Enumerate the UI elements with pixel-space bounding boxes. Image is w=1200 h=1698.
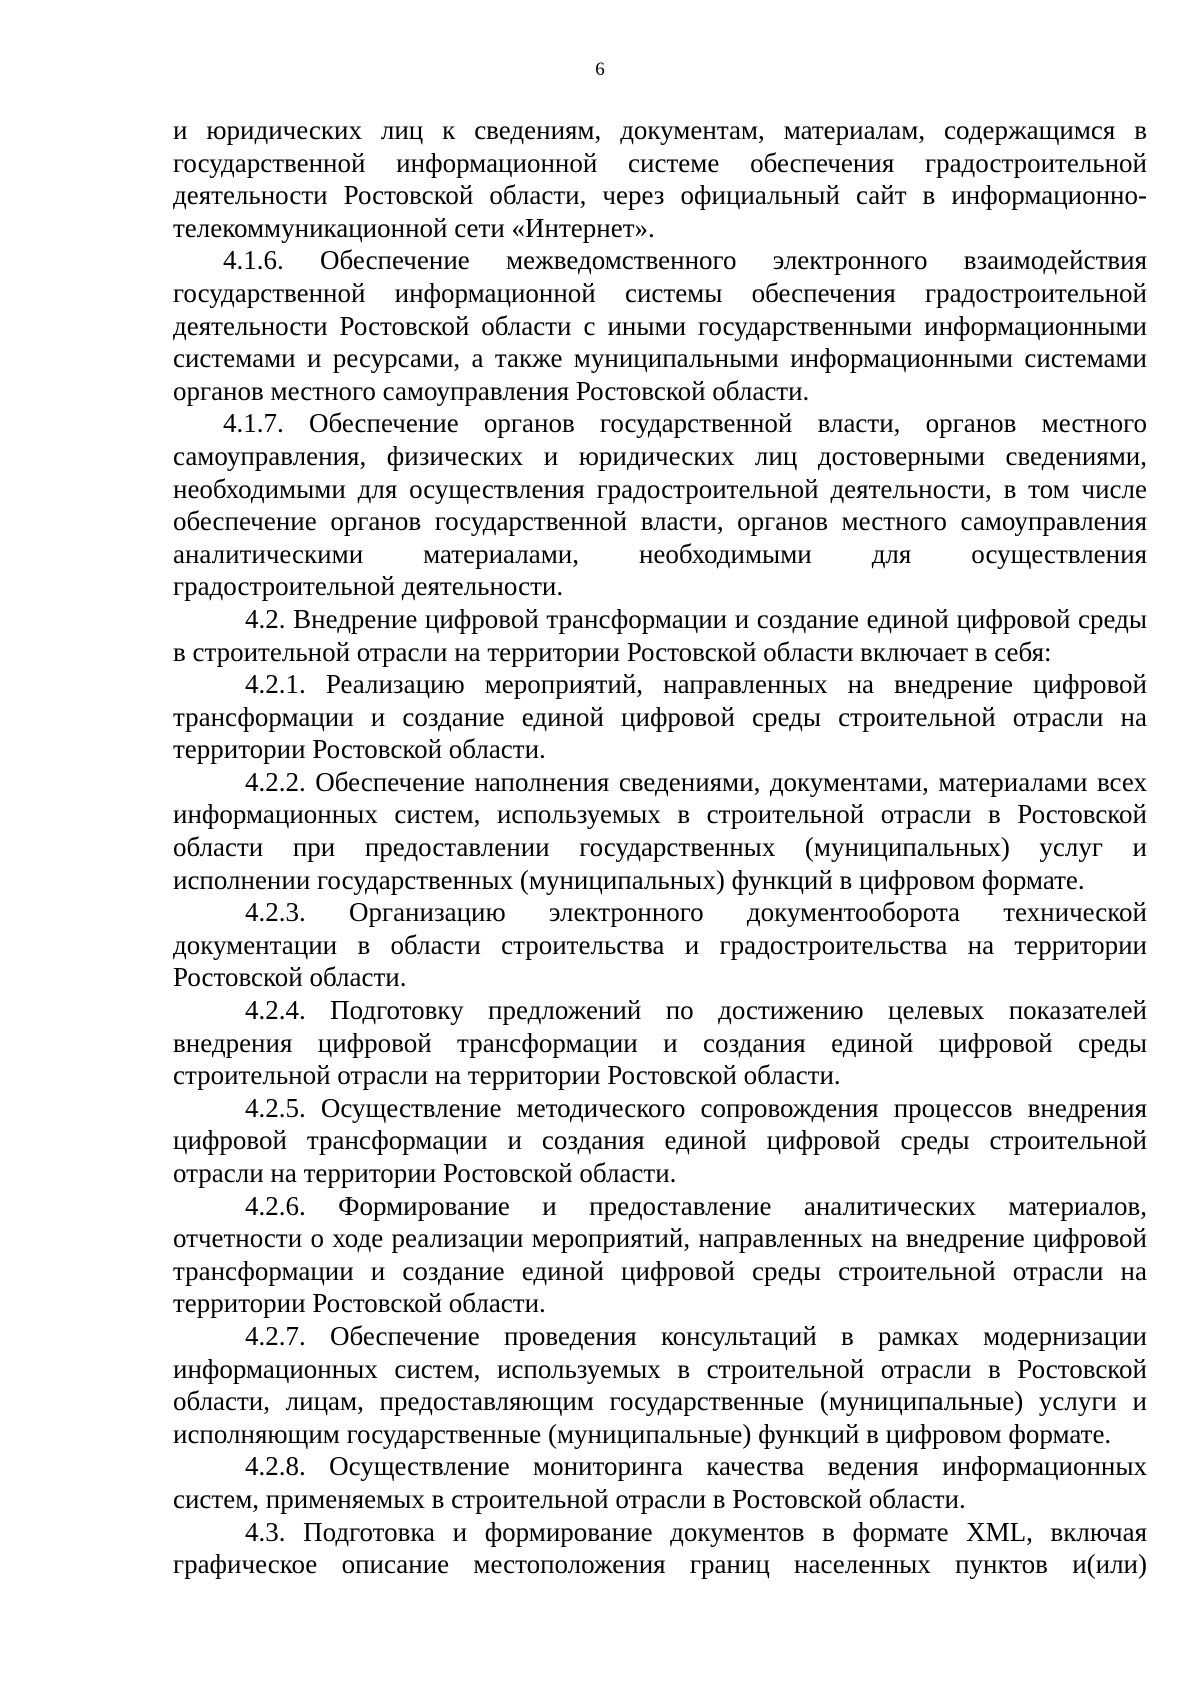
paragraph-4-2-3: 4.2.3. Организацию электронного документооборота технической документации в области строительства и градостроительства на территории Ростовской области. (173, 897, 1147, 993)
paragraph-4-2-7: 4.2.7. Обеспечение проведения консультаций в рамках модернизации информационных систем, используемых в строительной отрасли в Ростовской области, лицам, предоставляющим государственные (муниципальные) услуги и исполняющим государственные (муниципальные) функций в цифровом формате. (173, 1320, 1147, 1449)
paragraph-4-2: 4.2. Внедрение цифровой трансформации и создание единой цифровой среды в строительной отрасли на территории Ростовской области включает в себя: (173, 603, 1147, 667)
paragraph-4-2-1: 4.2.1. Реализацию мероприятий, направленных на внедрение цифровой трансформации и создание единой цифровой среды строительной отрасли на территории Ростовской области. (173, 669, 1147, 765)
paragraph-4-2-5: 4.2.5. Осуществление методического сопровождения процессов внедрения цифровой трансформации и создания единой цифровой среды строительной отрасли на территории Ростовской области. (173, 1092, 1147, 1188)
paragraph-4-3: 4.3. Подготовка и формирование документов в формате XML, включая графическое описание местоположения границ населенных пунктов и(или) (173, 1516, 1147, 1580)
paragraph-4-2-2: 4.2.2. Обеспечение наполнения сведениями, документами, материалами всех информационных систем, используемых в строительной отрасли в Ростовской области при предоставлении государственных (муниципальных) услуг и исполнении государственных (муниципальных) функций в цифровом формате. (173, 766, 1147, 895)
paragraph-4-2-8: 4.2.8. Осуществление мониторинга качества ведения информационных систем, применяемых в строительной отрасли в Ростовской области. (173, 1451, 1147, 1514)
paragraph-4-1-6: 4.1.6. Обеспечение межведомственного электронного взаимодействия государственной информационной системы обеспечения градостроительной деятельности Ростовской области с иными государственными информационными системами и ресурсами, а также муниципальными информационными системами органов местного самоуправления Ростовской области. (173, 245, 1147, 406)
paragraph-4-2-6: 4.2.6. Формирование и предоставление аналитических материалов, отчетности о ходе реализации мероприятий, направленных на внедрение цифровой трансформации и создание единой цифровой среды строительной отрасли на территории Ростовской области. (173, 1190, 1147, 1319)
paragraph-continuation: и юридических лиц к сведениям, документам, материалам, содержащимся в государственной информационной системе обеспечения градостроительной деятельности Ростовской области, через официальный сайт в информационно-телекоммуникационной сети «Интернет». (173, 115, 1147, 243)
paragraph-4-1-7: 4.1.7. Обеспечение органов государственной власти, органов местного самоуправления, физических и юридических лиц достоверными сведениями, необходимыми для осуществления градостроительной деятельности, в том числе обеспечение органов государственной власти, органов местного самоуправления аналитическими материалами, необходимыми для осуществления градостроительной деятельности. (173, 408, 1147, 602)
paragraph-4-2-4: 4.2.4. Подготовку предложений по достижению целевых показателей внедрения цифровой трансформации и создания единой цифровой среды строительной отрасли на территории Ростовской области. (173, 995, 1147, 1091)
page-number: 6 (595, 59, 605, 80)
document-body (173, 114, 1147, 1581)
